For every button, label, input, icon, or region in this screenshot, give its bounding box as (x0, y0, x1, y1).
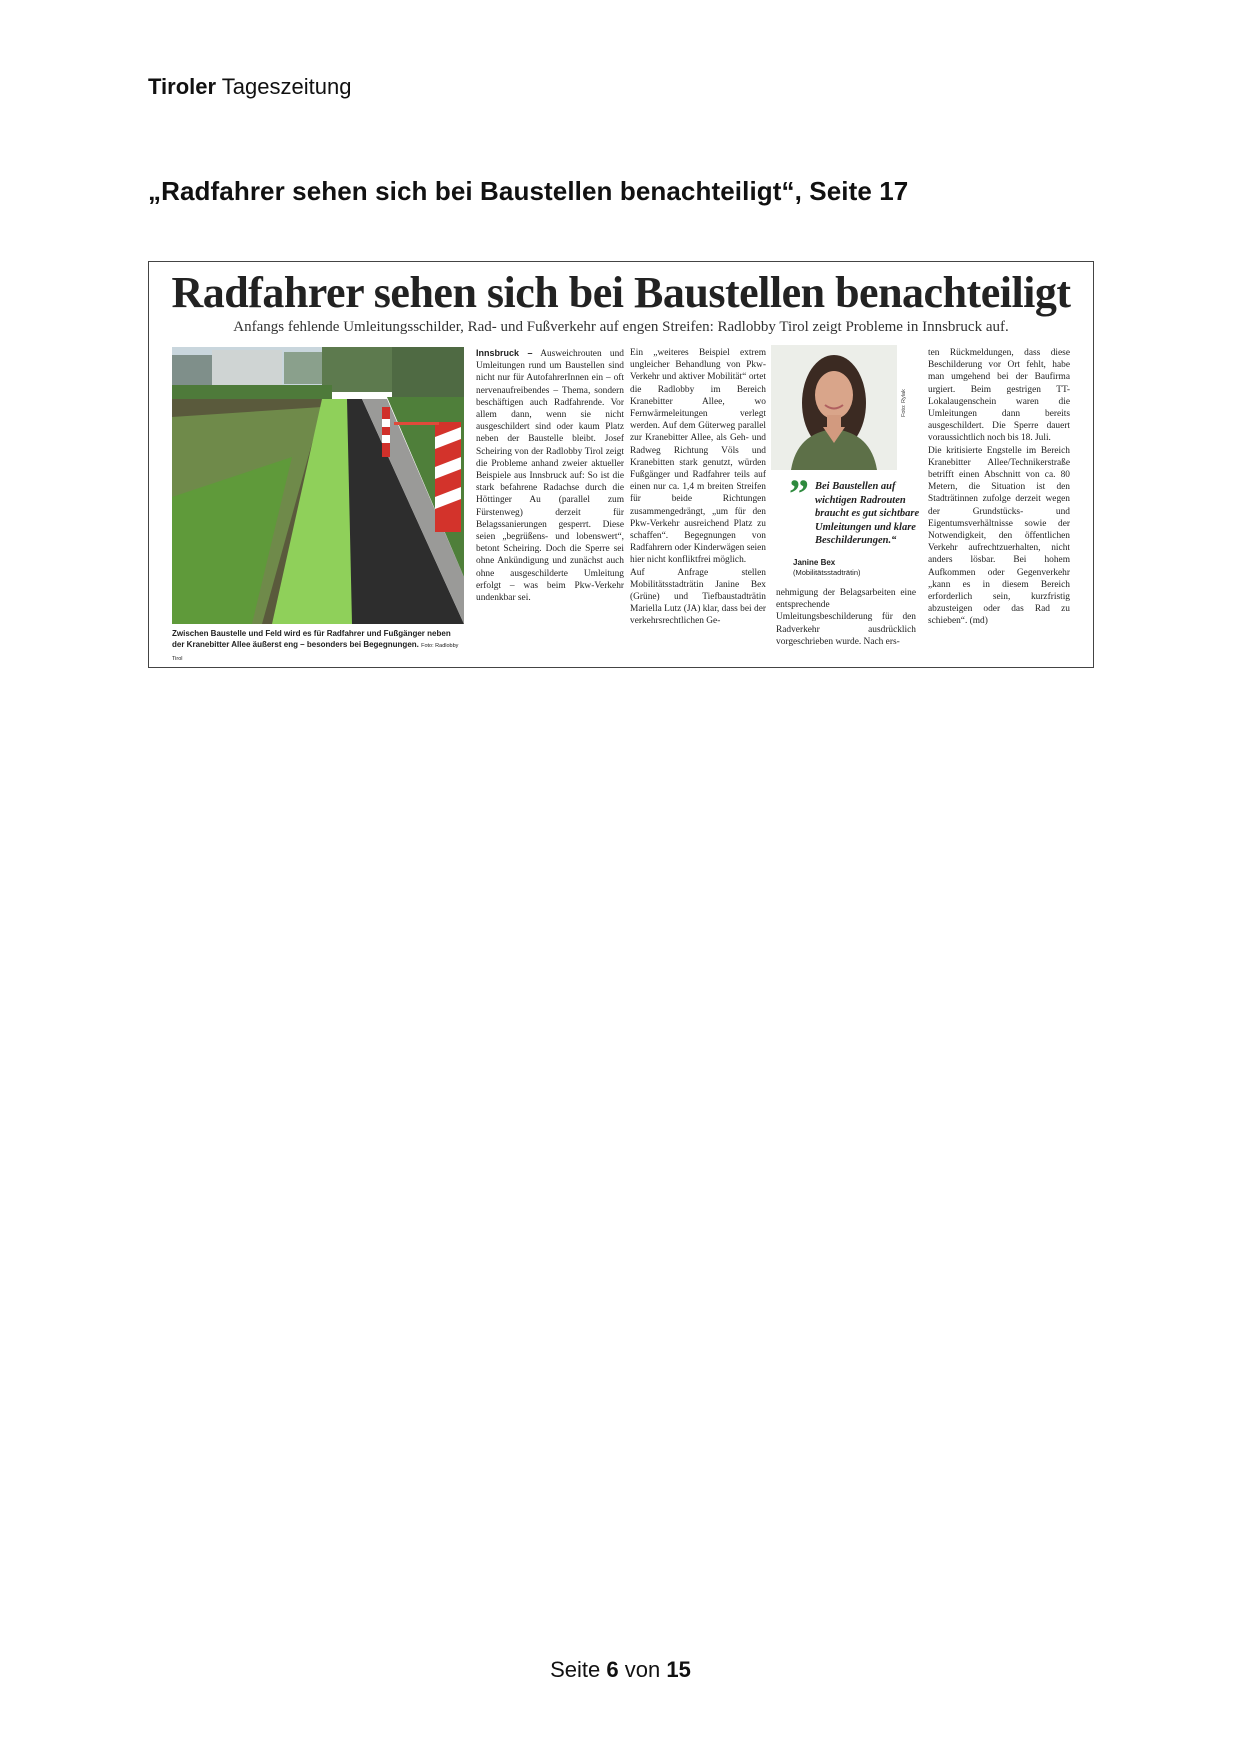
article-column-2: Ein „weiteres Beispiel extrem ungleicher Behandlung von Pkw-Verkehr und aktiver Mobilität“ ortet die Radlobby im Bereich Kranebitter Allee, wo Fernwärmeleitungen verlegt werden. Auf dem Güterweg parallel zur Kranebitter Allee, als Geh- und Radweg Richtung Völs und Kranebitten stark genutzt, würden Fußgänger und Radfahrer teils auf einen nur ca. 1,4 m breiten Streifen für beide Richtungen zusammengedrängt, „um für den Pkw-Verkehr ausreichend Platz zu schaffen“. Begegnungen von Radfahrern oder Kinderwägen seien hier nicht konfliktfrei möglich. Auf Anfrage stellen Mobilitätsstadträtin Janine Bex (Grüne) und Tiefbaustadträtin Mariella Lutz (JA) klar, dass bei der verkehrsrechtlichen Ge- (630, 348, 766, 627)
article-column-3: nehmigung der Belagsarbeiten eine entsprechende Umleitungsbeschilderung für den Radverkehr ausdrücklich vorgeschrieben wurde. Nach ers- (776, 588, 916, 647)
article-column-1-text: Ausweichrouten und Umleitungen rund um Baustellen sind nicht nur für AutofahrerInnen ein – oft nervenaufreibendes – Thema, sondern beschäftigen auch Radfahrende. Vor allem dann, wenn sie nicht ausgeschildert sind oder kaum Platz neben der Baustelle bleibt. Josef Scheiring von der Radlobby Tirol zeigt die Probleme anhand zweier aktueller Beispiele aus Innsbruck auf: So ist die stark befahrene Radachse durch die Höttinger Au (parallel zum Fürstenweg) derzeit für Belagssanierungen gesperrt. Diese seien „begrüßens- und lobenswert“, betont Scheiring. Doch die Sperre sei ohne Ankündigung und zunächst auch ohne ausgeschilderte Umleitung erfolgt – was beim Pkw-Verkehr undenkbar sei. (476, 349, 624, 604)
quote-author-name: Janine Bex (793, 558, 836, 567)
document-title: „Radfahrer sehen sich bei Baustellen benachteiligt“, Seite 17 (148, 176, 909, 206)
photo-credit: Foto: Radlobby Tirol (172, 643, 459, 662)
page-separator: von (624, 1657, 661, 1682)
quote-author (793, 558, 861, 578)
brand-bold: Tiroler (148, 74, 217, 99)
pull-quote: Bei Baustellen auf wichtigen Radrouten braucht es gut sichtbare Umleitungen und klare Beschilderungen.“ (815, 481, 920, 546)
total-pages: 15 (666, 1657, 691, 1682)
page-label: Seite (550, 1657, 601, 1682)
article-column-1 (476, 347, 624, 657)
article-dateline: Innsbruck – (476, 348, 533, 358)
construction-site-photo (172, 347, 464, 624)
article-column-4: ten Rückmeldungen, dass diese Beschilderung vor Ort fehlt, habe man umgehend bei der Baufirma urgiert. Beim gestrigen TT-Lokalaugenschein waren die Umleitungen dann bereits ausgeschildert. Die Sperre dauert voraussichtlich noch bis 18. Juli. Die kritisierte Engstelle im Bereich Kranebitter Allee/Technikerstraße betrifft einen Abschnitt von ca. 80 Metern, die Situation ist den Stadträtinnen zufolge derzeit wegen der Grundstücks- und Eigentumsverhältnisse sowie der Notwendigkeit, den öffentlichen Verkehr aufrechtzuerhalten, nicht anders lösbar. Bei hohem Aufkommen oder Gegenverkehr „kann es in diesem Bereich erforderlich sein, kurzfristig abzusteigen oder das Rad zu schieben“. (md) (928, 348, 1070, 627)
current-page: 6 (606, 1657, 619, 1682)
photo-caption-text: Zwischen Baustelle und Feld wird es für Radfahrer und Fußgänger neben der Kranebitter Allee äußerst eng – besonders bei Begegnungen. (172, 629, 451, 649)
newspaper-clipping (148, 261, 1094, 668)
article-subheadline: Anfangs fehlende Umleitungsschilder, Rad- und Fußverkehr auf engen Streifen: Radlobby Tirol zeigt Probleme in Innsbruck auf. (233, 319, 1009, 335)
newspaper-brand (148, 74, 351, 100)
quote-author-role: (Mobilitätsstadträtin) (793, 568, 861, 577)
janine-bex-portrait (771, 345, 897, 470)
portrait-credit: Foto: Rylak (901, 389, 907, 417)
article-headline: Radfahrer sehen sich bei Baustellen benachteiligt (171, 268, 1071, 317)
quote-mark-icon: ” (789, 471, 809, 516)
brand-regular: Tageszeitung (221, 74, 352, 99)
photo-caption (172, 628, 464, 665)
page-footer (0, 1657, 1241, 1683)
